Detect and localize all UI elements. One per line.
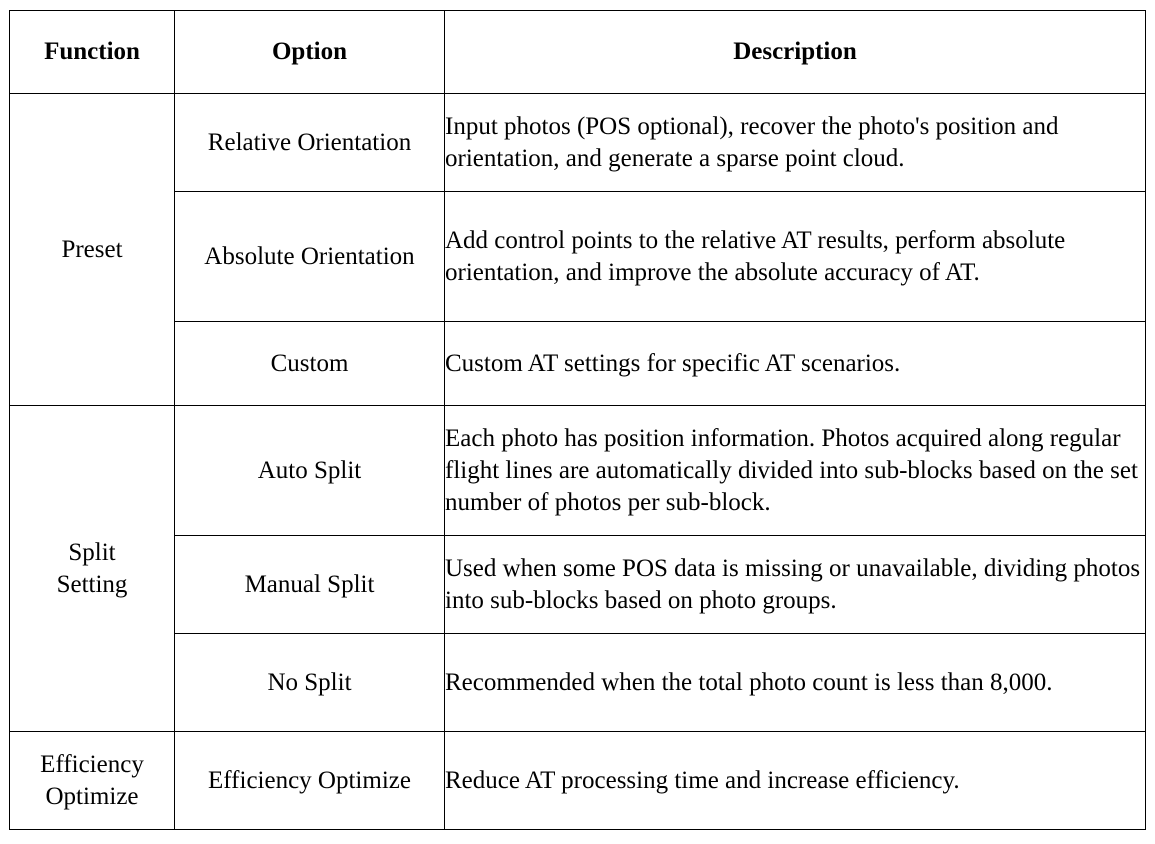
function-label-line-1: Efficiency xyxy=(40,750,144,778)
description-cell: Input photos (POS optional), recover the photo's position and orientation, and generate a sparse point cloud. xyxy=(445,94,1146,192)
table-row xyxy=(10,536,1146,634)
table-row xyxy=(10,406,1146,536)
function-label-line-2: Optimize xyxy=(45,782,139,810)
description-cell: Reduce AT processing time and increase efficiency. xyxy=(445,732,1146,830)
table-row xyxy=(10,634,1146,732)
option-cell: Manual Split xyxy=(175,536,445,634)
table-row xyxy=(10,94,1146,192)
description-cell: Used when some POS data is missing or unavailable, dividing photos into sub-blocks based on photo groups. xyxy=(445,536,1146,634)
function-cell-preset xyxy=(10,94,175,406)
table-row xyxy=(10,322,1146,406)
function-option-table xyxy=(9,10,1146,830)
table-row xyxy=(10,192,1146,322)
option-cell: Relative Orientation xyxy=(175,94,445,192)
function-cell-split-setting xyxy=(10,406,175,732)
function-label-line-2: Setting xyxy=(56,570,128,598)
option-cell: Auto Split xyxy=(175,406,445,536)
option-cell: Custom xyxy=(175,322,445,406)
function-cell-efficiency-optimize xyxy=(10,732,175,830)
function-label-line-1: Split xyxy=(68,538,116,566)
option-cell: Efficiency Optimize xyxy=(175,732,445,830)
description-cell: Add control points to the relative AT results, perform absolute orientation, and improve the absolute accuracy of AT. xyxy=(445,192,1146,322)
description-cell: Recommended when the total photo count is less than 8,000. xyxy=(445,634,1146,732)
description-cell: Custom AT settings for specific AT scenarios. xyxy=(445,322,1146,406)
header-option: Option xyxy=(175,11,445,94)
header-row xyxy=(10,11,1146,94)
option-cell: No Split xyxy=(175,634,445,732)
function-label: Preset xyxy=(61,235,123,263)
table-row xyxy=(10,732,1146,830)
header-function: Function xyxy=(10,11,175,94)
header-description: Description xyxy=(445,11,1146,94)
description-cell: Each photo has position information. Photos acquired along regular flight lines are automatically divided into sub-blocks based on the set number of photos per sub-block. xyxy=(445,406,1146,536)
option-cell: Absolute Orientation xyxy=(175,192,445,322)
